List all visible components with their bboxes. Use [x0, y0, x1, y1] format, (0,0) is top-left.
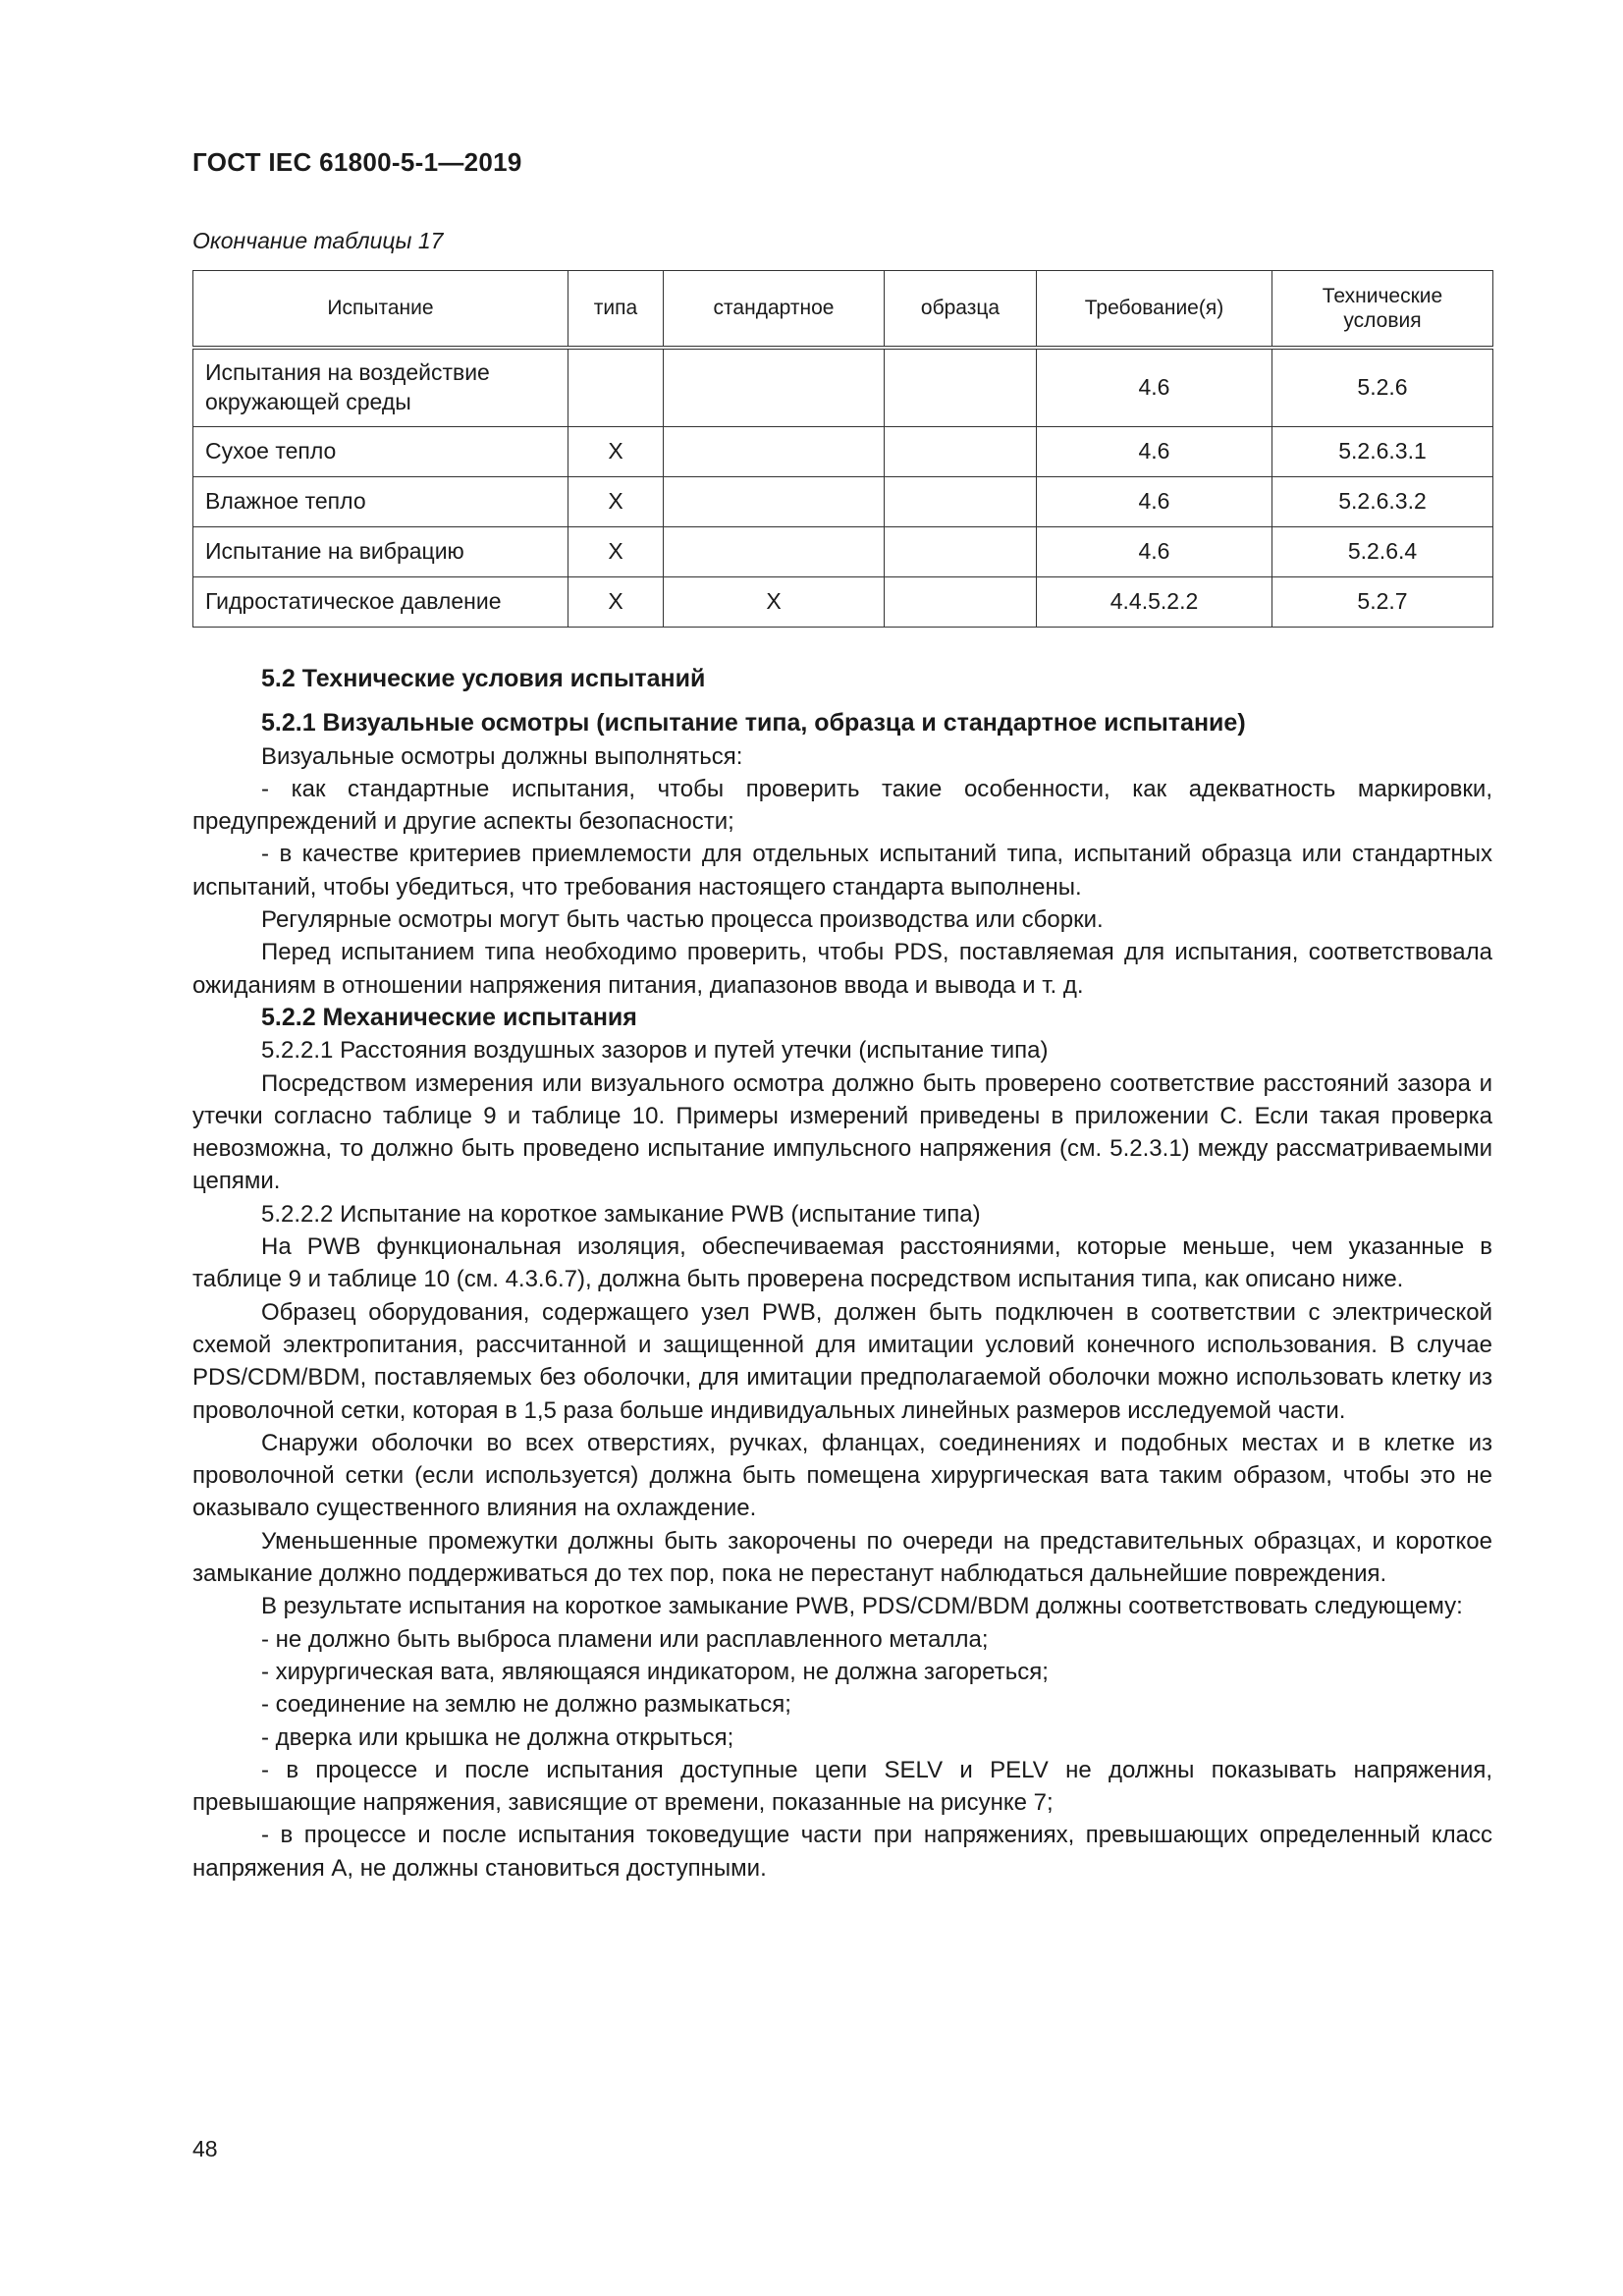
cell-test: Испытания на воздействие окружающей среды — [193, 348, 568, 427]
list-item: - как стандартные испытания, чтобы проверить такие особенности, как адекватность маркировки, предупреждений и другие аспекты безопасности; — [192, 775, 1492, 836]
col-header-spec: Технические условия — [1272, 271, 1493, 349]
test-table — [192, 270, 1493, 628]
paragraph: Уменьшенные промежутки должны быть закорочены по очереди на представительных образцах, и короткое замыкание должно поддерживаться до тех пор, пока не перестанут наблюдаться дальнейшие повреждения. — [192, 1527, 1492, 1588]
cell-requirement: 4.6 — [1037, 348, 1272, 427]
table-row — [193, 427, 1493, 477]
list-item: - не должно быть выброса пламени или расплавленного металла; — [261, 1625, 989, 1653]
col-header-standard: стандартное — [664, 271, 885, 349]
cell-spec: 5.2.6.3.1 — [1272, 427, 1493, 477]
paragraph: Образец оборудования, содержащего узел PWB, должен быть подключен в соответствии с электрической схемой электропитания, рассчитанной и защищенной для имитации условий конечного использования. В случае PDS/CDM/BDM, поставляемых без оболочки, для имитации предполагаемой оболочки можно использовать клетку из проволочной сетки, которая в 1,5 раза больше индивидуальных линейных размеров исследуемой части. — [192, 1298, 1492, 1424]
cell-requirement: 4.4.5.2.2 — [1037, 577, 1272, 628]
section-heading-5-2-1: 5.2.1 Визуальные осмотры (испытание типа, образца и стандартное испытание) — [261, 709, 1246, 738]
cell-standard — [664, 348, 885, 427]
list-item: - соединение на землю не должно размыкаться; — [261, 1691, 791, 1719]
cell-test: Влажное тепло — [193, 477, 568, 527]
cell-type: X — [568, 527, 664, 577]
cell-standard: X — [664, 577, 885, 628]
cell-type — [568, 348, 664, 427]
paragraph: Регулярные осмотры могут быть частью процесса производства или сборки. — [261, 906, 1104, 934]
paragraph: На PWB функциональная изоляция, обеспечиваемая расстояниями, которые меньше, чем указанные в таблице 9 и таблице 10 (см. 4.3.6.7), должна быть проверена посредством испытания типа, как описано ниже. — [192, 1233, 1492, 1293]
paragraph: Посредством измерения или визуального осмотра должно быть проверено соответствие расстояний зазора и утечки согласно таблице 9 и таблице 10. Примеры измерений приведены в приложении С. Если такая проверка невозможна, то должно быть проведено испытание импульсного напряжения (см. 5.2.3.1) между рассматриваемыми цепями. — [192, 1069, 1492, 1195]
cell-sample — [885, 348, 1037, 427]
table-row — [193, 527, 1493, 577]
table-header-row — [193, 271, 1493, 349]
cell-test: Сухое тепло — [193, 427, 568, 477]
list-item: - в качестве критериев приемлемости для отдельных испытаний типа, испытаний образца или стандартных испытаний, чтобы убедиться, что требования настоящего стандарта выполнены. — [192, 841, 1492, 901]
cell-spec: 5.2.6.4 — [1272, 527, 1493, 577]
paragraph: Перед испытанием типа необходимо проверить, чтобы PDS, поставляемая для испытания, соответствовала ожиданиям в отношении напряжения питания, диапазонов ввода и вывода и т. д. — [192, 939, 1492, 999]
table-row — [193, 577, 1493, 628]
col-header-requirement: Требование(я) — [1037, 271, 1272, 349]
list-item: - в процессе и после испытания доступные цепи SELV и PELV не должны показывать напряжения, превышающие напряжения, зависящие от времени, показанные на рисунке 7; — [192, 1756, 1492, 1817]
cell-requirement: 4.6 — [1037, 527, 1272, 577]
cell-spec: 5.2.7 — [1272, 577, 1493, 628]
section-heading-5-2-2-1: 5.2.2.1 Расстояния воздушных зазоров и путей утечки (испытание типа) — [261, 1037, 1049, 1065]
body-text — [192, 663, 1492, 1885]
cell-requirement: 4.6 — [1037, 477, 1272, 527]
section-heading-5-2-2-2: 5.2.2.2 Испытание на короткое замыкание PWB (испытание типа) — [261, 1200, 981, 1228]
cell-sample — [885, 577, 1037, 628]
cell-sample — [885, 427, 1037, 477]
document-header: ГОСТ IEC 61800-5-1—2019 — [192, 147, 522, 177]
table-row — [193, 348, 1493, 427]
cell-type: X — [568, 477, 664, 527]
cell-spec: 5.2.6 — [1272, 348, 1493, 427]
section-heading-5-2-2: 5.2.2 Механические испытания — [261, 1003, 637, 1031]
cell-requirement: 4.6 — [1037, 427, 1272, 477]
list-item: - хирургическая вата, являющаяся индикатором, не должна загореться; — [261, 1658, 1049, 1685]
paragraph: Визуальные осмотры должны выполняться: — [261, 742, 743, 770]
cell-spec: 5.2.6.3.2 — [1272, 477, 1493, 527]
col-header-sample: образца — [885, 271, 1037, 349]
cell-standard — [664, 477, 885, 527]
cell-type: X — [568, 427, 664, 477]
list-item: - в процессе и после испытания токоведущие части при напряжениях, превышающих определенный класс напряжения А, не должны становиться доступными. — [192, 1822, 1492, 1882]
table-row — [193, 477, 1493, 527]
table-caption: Окончание таблицы 17 — [192, 228, 444, 253]
page-number: 48 — [192, 2136, 218, 2161]
col-header-test: Испытание — [193, 271, 568, 349]
cell-type: X — [568, 577, 664, 628]
cell-standard — [664, 527, 885, 577]
cell-test: Испытание на вибрацию — [193, 527, 568, 577]
cell-sample — [885, 477, 1037, 527]
cell-test: Гидростатическое давление — [193, 577, 568, 628]
paragraph: В результате испытания на короткое замыкание PWB, PDS/CDM/BDM должны соответствовать следующему: — [261, 1593, 1463, 1620]
col-header-type: типа — [568, 271, 664, 349]
list-item: - дверка или крышка не должна открыться; — [261, 1723, 734, 1751]
paragraph: Снаружи оболочки во всех отверстиях, ручках, фланцах, соединениях и подобных местах и в клетке из проволочной сетки (если используется) должна быть помещена хирургическая вата таким образом, чтобы это не оказывало существенного влияния на охлаждение. — [192, 1429, 1492, 1522]
cell-sample — [885, 527, 1037, 577]
cell-standard — [664, 427, 885, 477]
section-heading-5-2: 5.2 Технические условия испытаний — [261, 665, 706, 692]
